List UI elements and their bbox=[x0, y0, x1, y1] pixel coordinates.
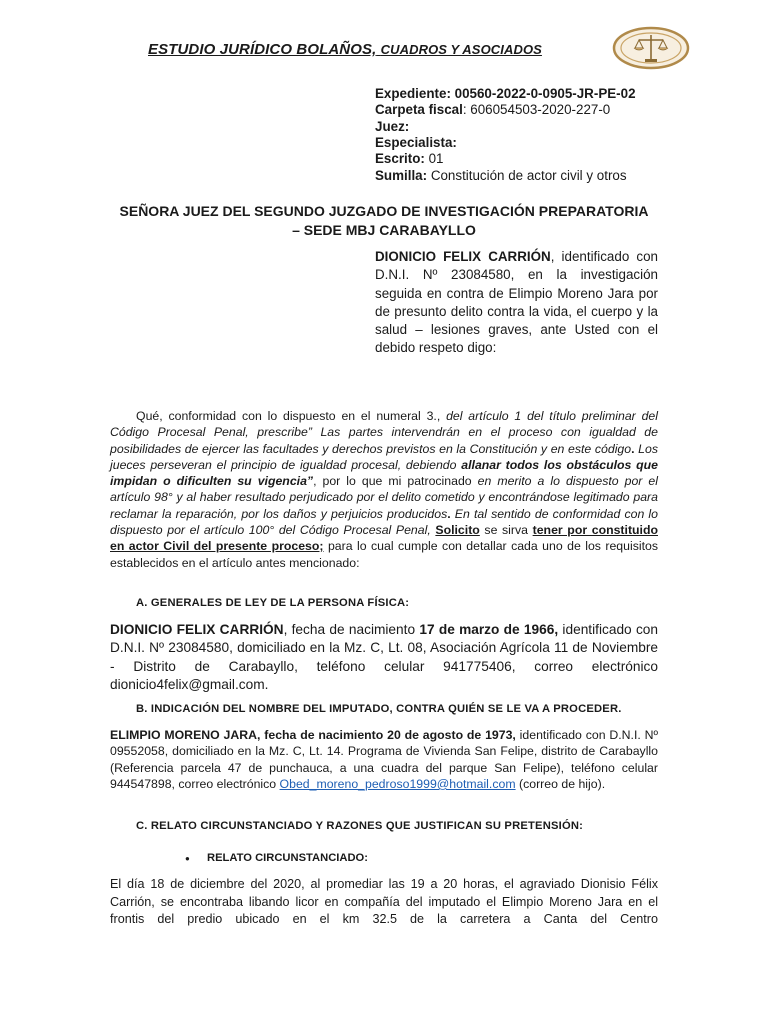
section-a-text-2: identificado con D.N.I. Nº 23084580, domiciliado en la Mz. C, Lt. 08, Asociación Agrícola 11 de Noviembre - Distrito de Carabayllo, teléfono celular 941775406, correo electrónico dionicio4felix@gmail.com. bbox=[110, 622, 659, 693]
body-paragraph bbox=[110, 408, 658, 571]
sumilla-label: Sumilla: bbox=[375, 168, 428, 183]
body-text-7: , por lo que mi patrocinado bbox=[313, 474, 478, 489]
escrito-value: 01 bbox=[424, 151, 444, 166]
body-text-3: ” Las partes intervendrán en el proceso con igualdad de posibilidades de ejercer las facultades y derechos previstos en la Constitución y en este código bbox=[110, 425, 658, 456]
body-text-8: en merito a lo dispuesto por el artículo 98° y al haber resultado perjudicado por el delito cometido y encontrándose legitimado para reclamar la reparación, por los daños y perjuicios producidos bbox=[110, 474, 658, 521]
body-text-9: . bbox=[447, 506, 455, 521]
body-text-5: Los jueces perseveran el principio de igualdad procesal, debiendo bbox=[110, 441, 658, 472]
section-b-bold: ELIMPIO MORENO JARA, fecha de nacimiento 20 de agosto de 1973, bbox=[110, 728, 516, 742]
carpeta-label: Carpeta fiscal bbox=[375, 102, 463, 117]
firm-name bbox=[148, 41, 542, 58]
section-a-paragraph bbox=[110, 621, 658, 695]
relato-paragraph: El día 18 de diciembre del 2020, al promediar las 19 a 20 horas, el agraviado Dionisio Félix Carrión, se encontraba libando licor en compañía del imputado el Elimpio Moreno Jara en el frontis del predio ubicado en el km 32.5 de la carretera a Canta del Centro bbox=[110, 877, 658, 926]
section-a-text-1: , fecha de nacimiento bbox=[283, 622, 420, 637]
section-c-heading: C. RELATO CIRCUNSTANCIADO Y RAZONES QUE JUSTIFICAN SU PRETENSIÓN: bbox=[136, 820, 584, 832]
expediente-label: Expediente: bbox=[375, 86, 451, 101]
body-text-2: del artículo 1 del título preliminar del Código Procesal Penal, prescribe bbox=[110, 409, 658, 440]
bullet-item-relato bbox=[185, 852, 368, 864]
scales-of-justice-seal-icon bbox=[612, 26, 690, 70]
imputado-email-link[interactable]: Obed_moreno_pedroso1999@hotmail.com bbox=[279, 776, 516, 791]
addressee-line2: – SEDE MBJ CARABAYLLO bbox=[292, 222, 476, 238]
intro-name: DIONICIO FELIX CARRIÓN bbox=[375, 249, 551, 264]
body-text-1: Qué, conformidad con lo dispuesto en el numeral 3., bbox=[136, 409, 447, 423]
intro-text: , identificado con D.N.I. Nº 23084580, en la investigación seguida en contra de Elimpio Moreno Jara por de presunto delito contra la vida, el cuerpo y la salud – lesiones graves, ante Usted con el bbox=[375, 249, 658, 338]
juez-label: Juez: bbox=[375, 119, 410, 134]
body-text-15: para lo cual cumple con detallar cada uno de los requisitos establecidos en el artículo antes mencionado: bbox=[110, 539, 659, 570]
sumilla-line bbox=[375, 168, 627, 184]
escrito-label: Escrito: bbox=[375, 151, 425, 166]
bullet-icon: ● bbox=[185, 854, 190, 863]
carpeta-line bbox=[375, 102, 610, 118]
solicito-text: Solicito bbox=[435, 523, 480, 538]
section-a-heading: A. GENERALES DE LEY DE LA PERSONA FÍSICA: bbox=[136, 597, 410, 609]
carpeta-value: : 606054503-2020-227-0 bbox=[462, 102, 611, 117]
body-text-10: En tal sentido de conformidad con lo dispuesto por el artículo 100° del Código Procesal Penal, bbox=[110, 506, 658, 538]
section-b-heading: B. INDICACIÓN DEL NOMBRE DEL IMPUTADO, CONTRA QUIÉN SE LE VA A PROCEDER. bbox=[136, 703, 622, 715]
section-b-text-1: identificado con D.N.I. Nº 09552058, domiciliado en la Mz. C, Lt. 14. Programa de Vivienda San Felipe, distrito de Carabayllo (Referencia parcela 47 de punchauca, a una cuadra del parque San Felipe), teléfono celular 944547898, correo electrónico bbox=[110, 728, 658, 791]
body-text-14: tener por constituido en actor Civil del presente proceso; bbox=[110, 523, 658, 554]
firm-name-part1: ESTUDIO JURÍDICO BOLAÑOS, bbox=[148, 41, 377, 58]
intro-paragraph bbox=[375, 248, 658, 358]
firm-name-part2: CUADROS Y ASOCIADOS bbox=[380, 42, 542, 57]
section-a-date: 17 de marzo de 1966, bbox=[419, 622, 559, 637]
especialista-label: Especialista: bbox=[375, 135, 457, 150]
especialista-line bbox=[375, 135, 457, 151]
expediente-value: 00560-2022-0-0905-JR-PE-02 bbox=[454, 86, 636, 101]
expediente-line bbox=[375, 86, 636, 102]
bullet-label: RELATO CIRCUNSTANCIADO: bbox=[207, 852, 368, 864]
addressee-line1: SEÑORA JUEZ DEL SEGUNDO JUZGADO DE INVESTIGACIÓN PREPARATORIA bbox=[119, 203, 649, 219]
section-a-name: DIONICIO FELIX CARRIÓN bbox=[110, 622, 284, 637]
juez-line bbox=[375, 119, 409, 135]
body-text-13: se sirva bbox=[479, 523, 533, 538]
sumilla-value: Constitución de actor civil y otros bbox=[427, 168, 627, 183]
section-b-text-2: (correo de hijo). bbox=[515, 776, 606, 791]
escrito-line bbox=[375, 151, 443, 167]
intro-last-line: debido respeto digo: bbox=[375, 340, 497, 356]
body-text-6: allanar todos los obstáculos que impidan o dificulten su vigencia” bbox=[110, 457, 658, 489]
section-b-paragraph bbox=[110, 727, 658, 792]
addressee-heading bbox=[110, 202, 658, 240]
body-text-4: . bbox=[631, 441, 639, 456]
